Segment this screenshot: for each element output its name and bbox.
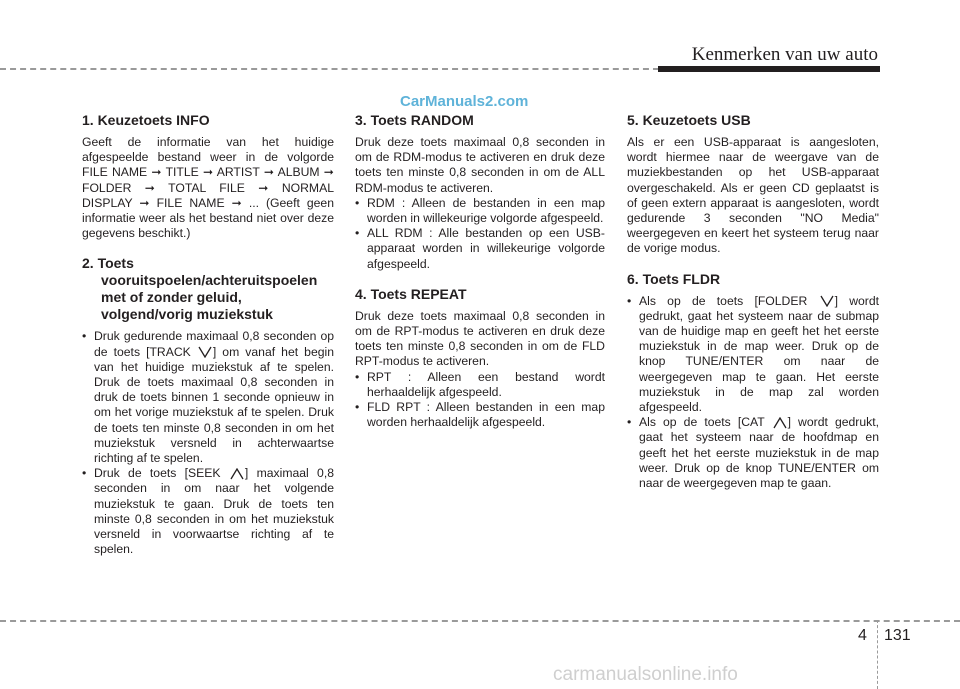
fldr-bullet-2-pre: Als op de toets [CAT	[639, 415, 765, 430]
column-3	[627, 112, 879, 505]
section-track	[82, 255, 334, 557]
chevron-up-icon	[229, 468, 245, 480]
header-accent-bar	[658, 66, 880, 72]
footer-vertical-divider	[877, 620, 878, 689]
section-info-heading: 1. Keuzetoets INFO	[82, 112, 210, 128]
section-info-text: Geeft de informatie van het huidige afgespeelde bestand weer in de volgorde FILE NAME ➞ TITLE ➞ ARTIST ➞ ALBUM ➞ FOLDER ➞ TOTAL FILE ➞ NORMAL DISPLAY ➞ FILE NAME ➞ ... (Geeft geen informatie weer als het bestand niet over deze gegevens beschikt.)	[82, 135, 334, 241]
track-bullet-1-pre: Druk gedurende maximaal 0,8 seconden op de toets [TRACK	[94, 329, 334, 359]
section-fldr	[627, 271, 879, 492]
chevron-down-icon	[819, 295, 835, 307]
section-usb-text: Als er een USB-apparaat is aangesloten, wordt hiermee naar de weergave van de muziekbestanden op het USB-apparaat overgeschakeld. Als er geen CD geplaatst is of geen extern apparaat is aangesloten, wordt gedurende 3 seconden "NO Media" weergegeven en keert het systeem terug naar de vorige modus.	[627, 135, 879, 256]
section-repeat-text: Druk deze toets maximaal 0,8 seconden in om de RPT-modus te activeren en druk deze toets ten minste 0,8 seconden in om de FLD RPT-modus te activeren.	[355, 308, 605, 369]
fldr-bullet-1-post: ] wordt gedrukt, gaat het systeem naar de submap van de huidige map en geeft het het eerste muziekstuk in de map weer. Druk op de knop TUNE/ENTER om naar de weergegeven map te gaan. Het eerste muziekstuk in de map zal worden afgespeeld.	[639, 293, 880, 415]
track-bullet-2-post: ] maximaal 0,8 seconden in om naar het volgende muziekstuk te gaan. Druk de toets ten minste 0,8 seconden in om het muziekstuk versneld in voorwaartse richting af te spelen.	[94, 466, 334, 557]
fldr-bullet-1	[627, 294, 879, 416]
section-repeat	[355, 286, 605, 431]
chapter-number: 4	[858, 627, 867, 644]
page-number: 131	[884, 627, 911, 644]
column-2	[355, 112, 605, 444]
fldr-bullet-2	[627, 415, 879, 491]
track-bullet-2-pre: Druk de toets [SEEK	[94, 466, 221, 481]
repeat-bullet-2: • FLD RPT : Alleen bestanden in een map worden herhaaldelijk afgespeeld.	[355, 400, 605, 430]
track-bullet-2	[82, 466, 334, 557]
track-bullet-1-post: ] om vanaf het begin van het huidige muziekstuk af te spelen. Druk de toets maximaal 0,8 seconden in druk de toets binnen 1 seconde opnieuw in om het vorige muziekstuk af te spelen. Druk de toets ten minste 0,8 seconden in om het muziekstuk versneld in achterwaartse richting af te spelen.	[94, 344, 334, 466]
section-usb-heading: 5. Keuzetoets USB	[627, 112, 751, 128]
fldr-bullet-1-pre: Als op de toets [FOLDER	[639, 293, 808, 308]
footer-divider	[0, 620, 960, 622]
section-random	[355, 112, 605, 272]
chevron-up-icon	[772, 417, 788, 429]
section-repeat-heading: 4. Toets REPEAT	[355, 285, 467, 302]
repeat-bullet-1: • RPT : Alleen een bestand wordt herhaaldelijk afgespeeld.	[355, 370, 605, 400]
watermark-top: CarManuals2.com	[400, 93, 529, 110]
section-info	[82, 112, 334, 241]
section-track-heading: 2. Toets vooruitspoelen/achteruitspoelen met of zonder geluid, volgend/vorig muziekstuk	[82, 255, 318, 323]
random-bullet-2: • ALL RDM : Alle bestanden op een USB-apparaat worden in willekeurige volgorde afgespeeld.	[355, 226, 605, 272]
section-random-text: Druk deze toets maximaal 0,8 seconden in om de RDM-modus te activeren en druk deze toets ten minste 0,8 seconden in om de ALL RDM-modus te activeren.	[355, 135, 605, 195]
random-bullet-1: • RDM : Alleen de bestanden in een map worden in willekeurige volgorde afgespeeld.	[355, 196, 605, 226]
fldr-bullet-2-post: ] wordt gedrukt, gaat het systeem naar de hoofdmap en geeft het het eerste muziekstuk in de map weer. Druk op de knop TUNE/ENTER om naar de weergegeven map te gaan.	[639, 415, 879, 491]
section-usb	[627, 112, 879, 257]
track-bullet-1	[82, 329, 334, 466]
header-title: Kenmerken van uw auto	[691, 44, 878, 65]
watermark-bottom: carmanualsonline.info	[553, 664, 738, 685]
section-random-heading: 3. Toets RANDOM	[355, 112, 474, 128]
section-fldr-heading: 6. Toets FLDR	[627, 270, 721, 287]
chevron-down-icon	[197, 346, 213, 358]
column-1	[82, 112, 334, 571]
